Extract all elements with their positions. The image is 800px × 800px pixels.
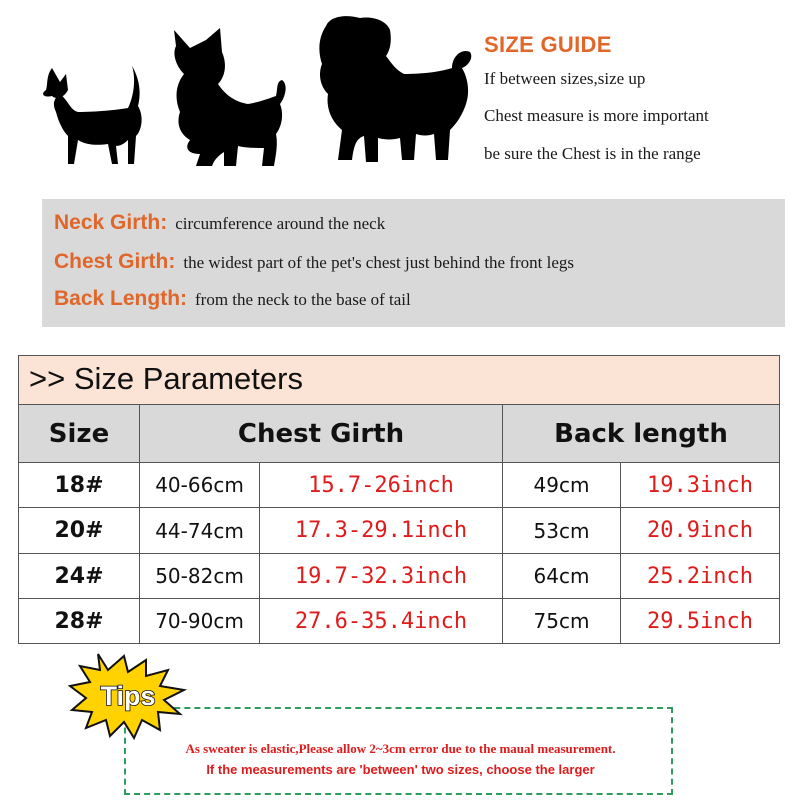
header-chest-girth: Chest Girth — [140, 405, 503, 463]
guide-note-chest-range: be sure the Chest is in the range — [484, 144, 701, 163]
chest-inch-value: 19.7-32.3inch — [260, 554, 503, 599]
definition-text: from the neck to the base of tail — [195, 290, 411, 309]
definition-term: Chest Girth: — [54, 250, 176, 273]
chihuahua-silhouette-icon — [38, 60, 158, 172]
tips-badge-label: Tips — [100, 681, 156, 711]
back-cm-value: 75cm — [503, 599, 621, 643]
back-inch-value: 19.3inch — [621, 463, 779, 508]
size-parameters-title-bar — [19, 356, 779, 405]
chest-inch-value: 27.6-35.4inch — [260, 599, 503, 643]
back-inch-value: 29.5inch — [647, 608, 753, 634]
size-label: 24# — [19, 554, 140, 599]
back-inch-value: 25.2inch — [621, 554, 779, 599]
chest-cm-value: 44-74cm — [140, 508, 260, 554]
tip-between-sizes-note: If the measurements are 'between' two sizes, choose the larger — [206, 762, 595, 777]
definition-chest-girth — [54, 250, 574, 274]
chest-cm-value: 50-82cm — [140, 554, 260, 599]
definition-text: the widest part of the pet's chest just behind the front legs — [183, 253, 575, 272]
definition-back-length — [54, 287, 411, 311]
definition-neck-girth — [54, 211, 385, 235]
tip-elastic-note: As sweater is elastic,Please allow 2~3cm error due to the maual measurement. — [185, 741, 616, 756]
chest-inch-value: 17.3-29.1inch — [260, 508, 503, 554]
back-cm-value: 49cm — [503, 463, 621, 508]
header-size: Size — [19, 405, 140, 463]
back-cm-value: 53cm — [503, 508, 621, 554]
definition-term: Neck Girth: — [54, 211, 168, 234]
pug-silhouette-icon — [312, 12, 480, 172]
size-guide-title: SIZE GUIDE — [484, 32, 612, 57]
chest-inch-value: 15.7-26inch — [260, 463, 503, 508]
back-cm-value: 64cm — [503, 554, 621, 599]
size-parameters-title: >> Size Parameters — [29, 361, 303, 396]
definition-term: Back Length: — [54, 287, 188, 310]
size-parameters-table — [18, 355, 780, 644]
dog-silhouettes — [30, 10, 480, 180]
size-label: 20# — [19, 508, 140, 554]
guide-note-chest-important: Chest measure is more important — [484, 106, 709, 125]
guide-note-size-up: If between sizes,size up — [484, 69, 646, 88]
yorkshire-terrier-silhouette-icon — [166, 26, 294, 172]
definition-text: circumference around the neck — [175, 214, 386, 233]
chest-cm-value: 70-90cm — [140, 599, 260, 643]
back-inch-value: 20.9inch — [621, 508, 779, 554]
size-label: 18# — [19, 463, 140, 508]
measurement-definitions — [42, 199, 785, 327]
tips-badge-icon — [68, 650, 188, 740]
tips-box — [124, 707, 673, 795]
header-back-length: Back length — [503, 405, 779, 463]
size-label: 28# — [19, 599, 140, 643]
chest-cm-value: 40-66cm — [140, 463, 260, 508]
